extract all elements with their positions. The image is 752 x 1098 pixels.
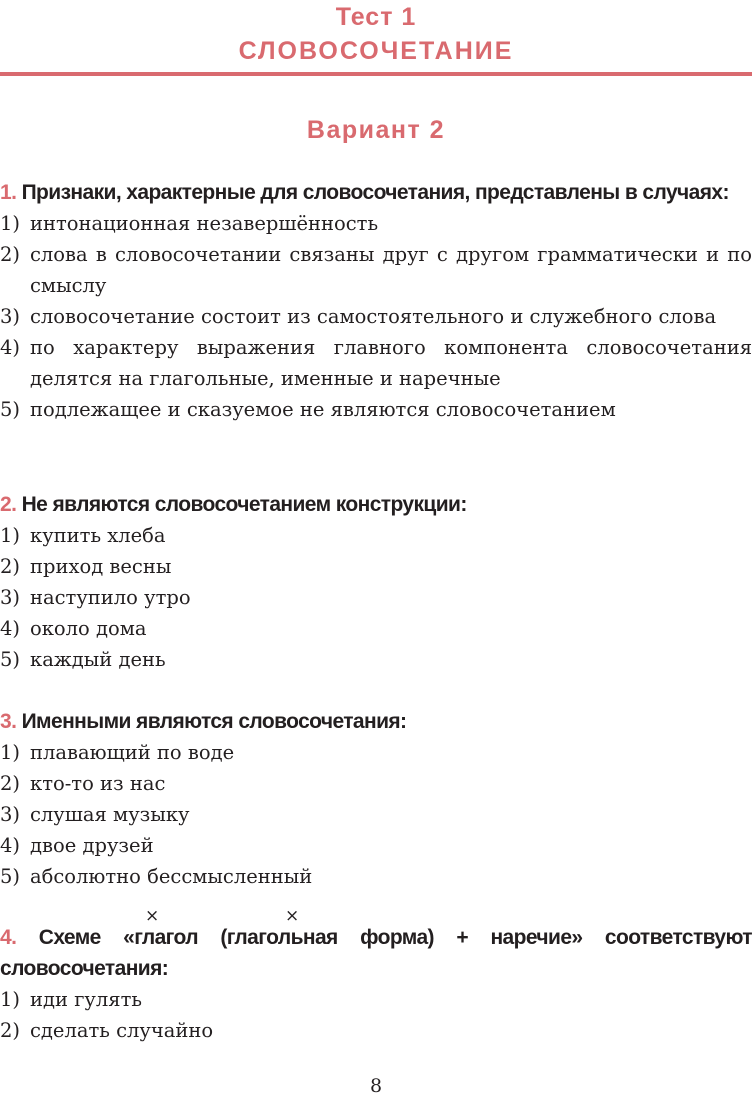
option-text: сделать случайно — [30, 1019, 214, 1042]
question-2-number: 2. — [0, 493, 17, 516]
question-3-options — [0, 737, 752, 892]
question-1-option-5 — [0, 394, 752, 425]
option-text: словосочетание состоит из самостоятельного и служебного слова — [30, 305, 717, 328]
question-3-text: Именными являются словосочетания: — [16, 710, 407, 733]
option-number: 5) — [0, 648, 21, 671]
question-4-option-1 — [0, 984, 752, 1015]
question-3 — [0, 706, 752, 892]
option-number: 1) — [0, 988, 21, 1011]
question-3-option-2 — [0, 768, 752, 799]
main-word-mark-forma: × — [285, 906, 300, 926]
option-number: 3) — [0, 305, 21, 328]
option-text: абсолютно бессмысленный — [30, 865, 313, 888]
option-text: двое друзей — [30, 834, 154, 857]
question-4-number: 4. — [0, 926, 17, 949]
option-number: 2) — [0, 1019, 21, 1042]
option-number: 1) — [0, 524, 21, 547]
option-text: кто-то из нас — [30, 772, 166, 795]
question-3-number: 3. — [0, 710, 17, 733]
question-1-option-1 — [0, 208, 752, 239]
option-number: 5) — [0, 865, 21, 888]
option-text: наступило утро — [30, 586, 191, 609]
question-3-option-4 — [0, 830, 752, 861]
option-number: 4) — [0, 336, 21, 359]
option-text: слова в словосочетании связаны друг с другом грамматически и по смыслу — [30, 243, 752, 297]
option-number: 2) — [0, 555, 21, 578]
option-text: иди гулять — [30, 988, 142, 1011]
question-2-option-2 — [0, 551, 752, 582]
main-word-mark-glagol: × — [145, 906, 160, 926]
question-4-text: Схеме «глагол (глагольная форма) + наречие» соответствуют словосочетания: — [0, 926, 752, 980]
option-number: 4) — [0, 834, 21, 857]
question-2 — [0, 489, 752, 675]
question-3-option-5 — [0, 861, 752, 892]
option-number: 3) — [0, 803, 21, 826]
variant-title: Вариант 2 — [306, 116, 446, 144]
option-text: купить хлеба — [30, 524, 166, 547]
test-title: Тест 1 — [335, 3, 417, 31]
question-3-option-1 — [0, 737, 752, 768]
question-2-option-3 — [0, 582, 752, 613]
question-4-option-2 — [0, 1015, 752, 1046]
question-1-option-3 — [0, 301, 752, 332]
option-text: около дома — [30, 617, 147, 640]
option-text: плавающий по воде — [30, 741, 235, 764]
question-2-option-1 — [0, 520, 752, 551]
question-2-option-4 — [0, 613, 752, 644]
question-2-options — [0, 520, 752, 675]
page-number: 8 — [369, 1075, 383, 1097]
question-1-options — [0, 208, 752, 425]
option-number: 5) — [0, 398, 21, 421]
question-4-options — [0, 984, 752, 1046]
option-text: каждый день — [30, 648, 166, 671]
option-number: 2) — [0, 243, 21, 266]
question-1-option-4 — [0, 332, 752, 394]
question-1-heading — [0, 177, 752, 208]
question-3-option-3 — [0, 799, 752, 830]
question-4-heading — [0, 922, 752, 984]
option-text: приход весны — [30, 555, 172, 578]
header-divider — [0, 72, 752, 76]
option-text: слушая музыку — [30, 803, 190, 826]
option-number: 1) — [0, 212, 21, 235]
question-1-option-2 — [0, 239, 752, 301]
question-3-heading — [0, 706, 752, 737]
question-4 — [0, 922, 752, 1046]
option-number: 2) — [0, 772, 21, 795]
option-text: по характеру выражения главного компонента словосочетания делятся на глагольные, именные и наречные — [30, 336, 752, 390]
question-1 — [0, 177, 752, 425]
question-2-option-5 — [0, 644, 752, 675]
option-number: 4) — [0, 617, 21, 640]
question-1-text: Признаки, характерные для словосочетания, представлены в случаях: — [16, 181, 729, 204]
topic-title: СЛОВОСОЧЕТАНИЕ — [238, 37, 514, 65]
option-text: подлежащее и сказуемое не являются словосочетанием — [30, 398, 616, 421]
option-number: 3) — [0, 586, 21, 609]
option-number: 1) — [0, 741, 21, 764]
question-1-number: 1. — [0, 181, 17, 204]
question-2-text: Не являются словосочетанием конструкции: — [16, 493, 467, 516]
option-text: интонационная незавершённость — [30, 212, 379, 235]
question-2-heading — [0, 489, 752, 520]
